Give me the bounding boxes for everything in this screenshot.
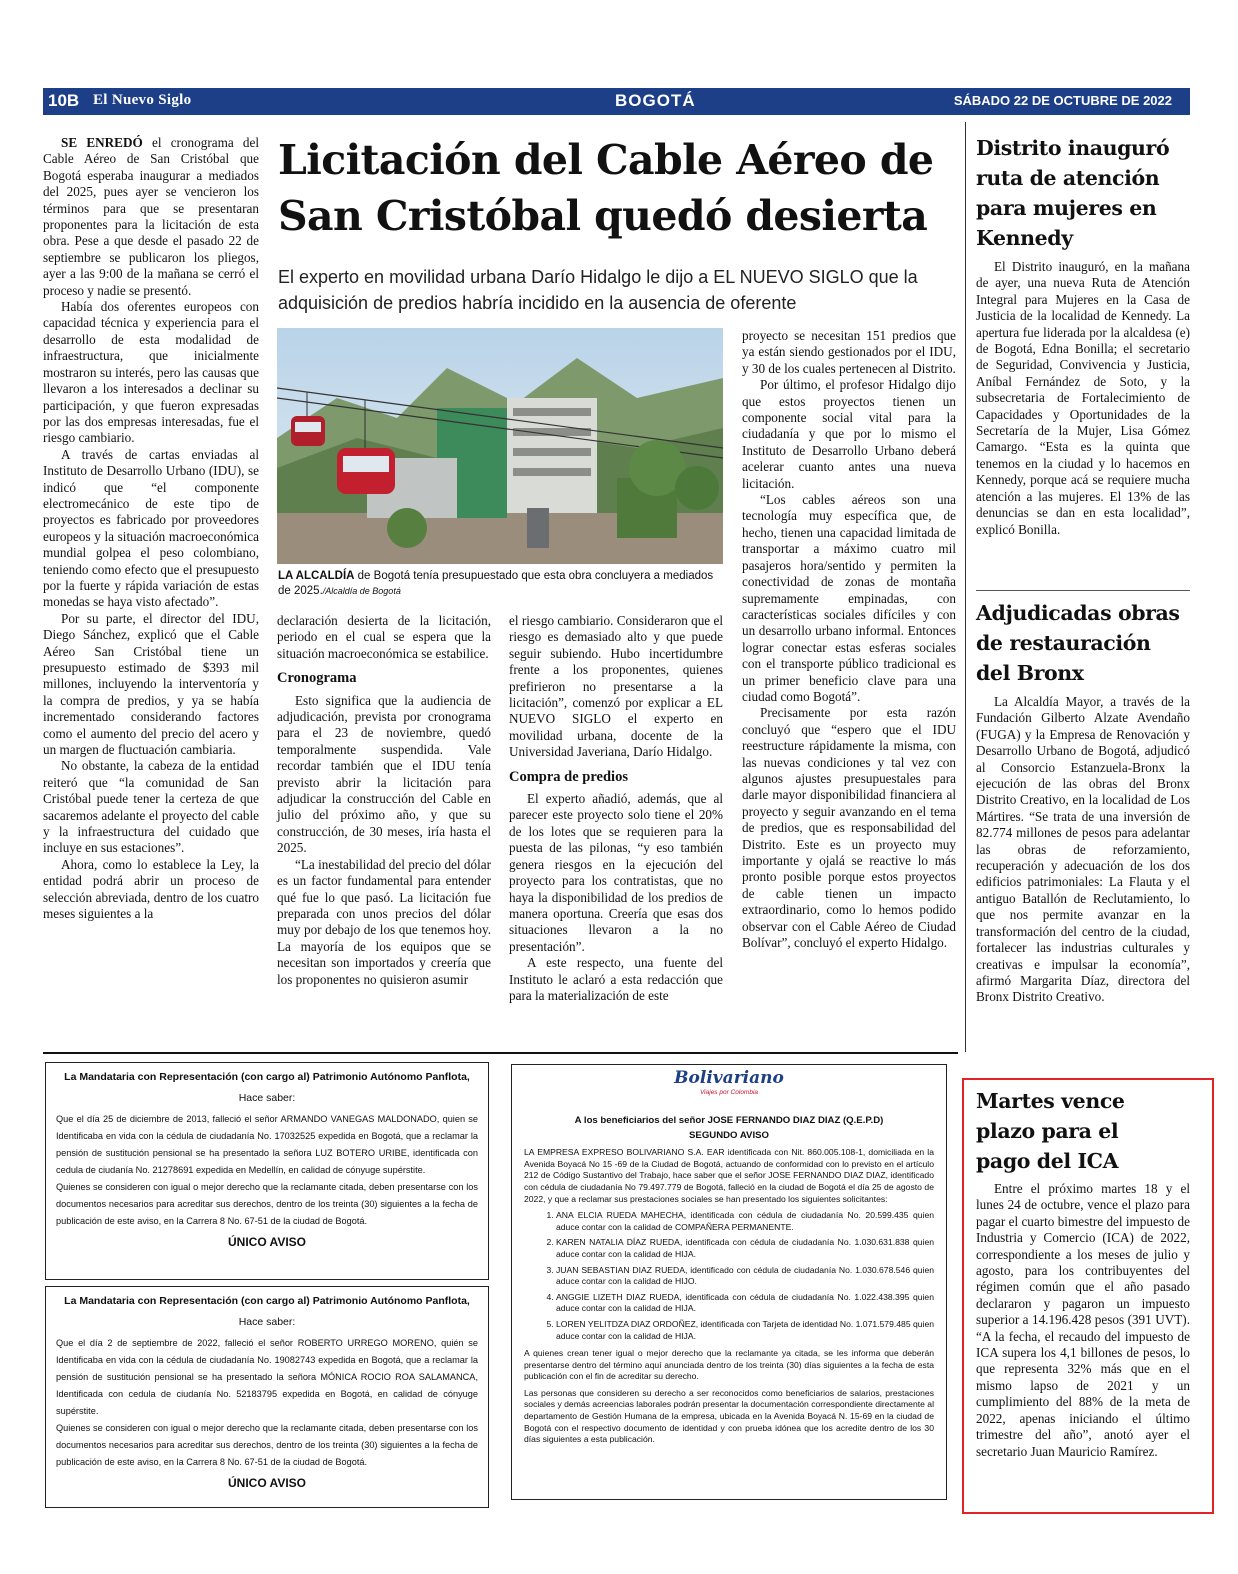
notice-subtitle: Hace saber: xyxy=(238,1092,296,1104)
sidebar-body-bronx: La Alcaldía Mayor, a través de la Fundación Gilberto Alzate Avendaño (FUGA) y la Empresa de Renovación y Desarrollo Urbano de Bogotá, adjudicó al Consorcio Estanzuela-Bronx la ejecución de las obras del Bronx Distrito Creativo, en la localidad de Los Mártires. “Se trata de una inversión de 82.774 millones de pesos para adelantar las obras de reforzamiento, recuperación y adecuación de los dos edificios patrimoniales: La Flauta y el antiguo Batallón de Reclutamiento, lo que nos permite avanzar en la transformación del centro de la ciudad, fortalecer las industrias culturales y creativas e impulsar la economía”, afirmó Margarita Díaz, directora del Bronx Distrito Creativo. xyxy=(976,694,1190,1005)
legal-notice-1 xyxy=(45,1062,489,1280)
notice-paragraph: A quienes crean tener igual o mejor derecho que la reclamante ya citada, se les informa que deberán presentarse dentro del término aquí anunciada dentro de los treinta (30) días siguientes a la fecha de esta publicación con el fin de acreditar su derecho. xyxy=(524,1348,934,1382)
article-paragraph: Ahora, como lo establece la Ley, la entidad podrá abrir un proceso de selección abreviada, dentro de los cuatro meses siguientes a la xyxy=(43,856,259,922)
article-paragraph: proyecto se necesitan 151 predios que ya están siendo gestionados por el IDU, y 30 de los cuales pertenecen al Distrito. xyxy=(742,328,956,376)
claimant-list xyxy=(556,1210,934,1342)
page-header-bar xyxy=(43,88,1190,115)
article-paragraph: A través de cartas enviadas al Instituto de Desarrollo Urbano (IDU), se indicó que “el componente electromecánico de este tipo de proyectos es fabricado por proveedores europeos y la situación macroeconómica mundial golpea el peso colombiano, teniendo como efecto que el presupuesto por la fuerte y rápida variación de estas monedas se haya visto afectado”. xyxy=(43,446,259,610)
article-paragraph: A este respecto, una fuente del Instituto le aclaró a esta redacción que para la materialización de este xyxy=(509,955,723,1003)
article-paragraph: “Los cables aéreos son una tecnología muy específica que, de hecho, tienen una capacidad limitada de transportar a máximo cuatro mil pasajeros hora/sentido y permiten la conectividad de zonas de montaña supremamente empinadas, con características sociales difíciles y con un desarrollo urbano informal. Entonces lograr conectar estas esferas sociales con el transporte público tradicional es un primer beneficio clave para una ciudad como Bogotá”. xyxy=(742,492,956,704)
newspaper-name: El Nuevo Siglo xyxy=(93,92,192,108)
notice-title: A los beneficiarios del señor JOSE FERNANDO DIAZ DIAZ (Q.E.P.D) xyxy=(574,1115,884,1126)
notice-paragraph: Que el día 25 de diciembre de 2013, falleció el señor ARMANDO VANEGAS MALDONADO, quien se Identificaba en vida con la cédula de ciudadanía No. 17032525 expedida en Bogotá, que a reclamar la pensión de sustitución pensional se ha presentado la señora LUZ BOTERO URIBE, identificada con cedula de ciudanía No. 21278691 expedida en Medellín, en calidad de cónyuge supérstite. xyxy=(56,1114,478,1175)
sidebar-title-ica: Martes vence plazo para el pago del ICA xyxy=(976,1089,1125,1173)
list-item: 2. KAREN NATALIA DÍAZ RUEDA, identificada con cédula de ciudadanía No. 1.030.631.838 quien aduce contar con la calidad de HIJA. xyxy=(556,1237,934,1260)
sidebar-body-ica: Entre el próximo martes 18 y el lunes 24 de octubre, vence el plazo para pagar el cuarto bimestre del impuesto de Industria y Comercio (ICA) de 2022, correspondiente a los meses de julio y agosto, para los contribuyentes del régimen común que el año pasado declararon y pagaron un impuesto superior a 14.196.428 pesos (391 UVT). “A la fecha, el recaudo del impuesto de ICA supera los 4,1 billones de pesos, lo que representa 32% más que en el mismo lapso de 2021 y un cumplimiento del 88% de la meta de 2022, apenas iniciando el último trimestre del año”, anotó ayer el secretario Juan Mauricio Ramírez. xyxy=(976,1181,1190,1459)
notice-paragraph: LA EMPRESA EXPRESO BOLIVARIANO S.A. EAR identificada con Nit. 860.005.108-1, domiciliada en la Avenida Boyacá No 15 -69 de la Ciudad de Bogotá, actuando de conformidad con lo previsto en el artículo 212 de Código Sustantivo del Trabajo, hace saber que el señor JOSE FERNANDO DIAZ DIAZ, identificado con cédula de ciudadanía No 79.497.779 de Bogotá, falleció en la ciudad de Bogotá el día 25 de agosto de 2022, y que a reclamar sus prestaciones sociales se han presentado los siguientes solicitantes: xyxy=(524,1147,934,1204)
sidebar-title-kennedy: Distrito inauguró ruta de atención para mujeres en Kennedy xyxy=(976,136,1170,250)
issue-date: SÁBADO 22 DE OCTUBRE DE 2022 xyxy=(953,93,1172,108)
sidebar-body-kennedy: El Distrito inauguró, en la mañana de ayer, una nueva Ruta de Atención Integral para Mujeres en la Casa de Justicia de la localidad de Kennedy. La apertura fue liderada por la alcaldesa (e) de Bogotá, Edna Bonilla; el secretario de Seguridad, Convivencia y Justicia, Aníbal Fernández de Soto, y la subsecretaria de Fortalecimiento de Capacidades y Oportunidades de la Secretaría de la Mujer, Lisa Gómez Camargo. “Esta es la quinta que tenemos en la ciudad y lo hacemos en Kennedy, porque acá se requiere mucha atención a las mujeres. El 13% de las denuncias se dan en esta localidad”, explicó Bonilla. xyxy=(976,259,1190,537)
article-paragraph: SE ENREDÓ el cronograma del Cable Aéreo de San Cristóbal que Bogotá esperaba inaugurar a mediados del 2025, pues ayer se vencieron los términos para que se presentaran proponentes para la licitación de esta obra. Pese a que desde el pasado 22 de septiembre se publicaron los pliegos, ayer a las 9:00 de la mañana se cerró el proceso y nadie se presentó. xyxy=(43,135,260,298)
notice-title: La Mandataria con Representación (con cargo al) Patrimonio Autónomo Panflota, xyxy=(64,1295,470,1307)
sidebar-divider xyxy=(965,122,966,1052)
article-paragraph: declaración desierta de la licitación, periodo en el cual se espera que la situación macroeconómica se estabilice. xyxy=(277,613,491,661)
caption-lead: LA ALCALDÍA xyxy=(278,570,355,582)
notice-subtitle: Hace saber: xyxy=(238,1316,296,1328)
notice-paragraph: Quienes se consideren con igual o mejor derecho que la reclamante citada, deben presentarse con los documentos necesarios para acreditar sus derechos, dentro de los treinta (30) siguientes a la fecha de publicación de este aviso, en la Carrera 8 No. 67-51 de la ciudad de Bogotá. xyxy=(56,1182,478,1226)
notice-footer: ÚNICO AVISO xyxy=(227,1235,306,1249)
article-column-3 xyxy=(509,613,723,1004)
section-name: BOGOTÁ xyxy=(615,91,696,110)
list-item: 5. LOREN YELITDZA DIAZ ORDOÑEZ, identificada con Tarjeta de identidad No. 1.071.579.485 quien aduce contar con la calidad de HIJA. xyxy=(556,1319,934,1342)
sidebar-title-bronx: Adjudicadas obras de restauración del Bronx xyxy=(976,601,1180,685)
article-paragraph: “La inestabilidad del precio del dólar es un factor fundamental para entender qué fue lo que pasó. La licitación fue preparada con unos precios del dólar muy por debajo de los que tenemos hoy. La mayoría de los equipos que se necesitan son importados y creería que los proponentes no quisieron asumir xyxy=(277,856,491,987)
notice-paragraph: Que el día 2 de septiembre de 2022, falleció el señor ROBERTO URREGO MORENO, quién se Identificaba en vida con la cédula de ciudadanía No. 19082743 expedida en Bogotá, que a reclamar la pensión de sustitución pensional se ha presentado la señora MÓNICA ROCIO ROA SALAMANCA, Identificada con cedula de ciudanía No. 52183795 expedida en Bogotá, en calidad de cónyuge supérstite. xyxy=(56,1338,478,1416)
subheading-compra-de-predios: Compra de predios xyxy=(509,768,628,785)
sidebar-separator xyxy=(976,590,1190,591)
article-paragraph: Por último, el profesor Hidalgo dijo que estos proyectos tienen un componente social vital para la ciudadanía y que por lo mismo el Instituto de Desarrollo Urbano deberá acelerar cuanto antes una nueva licitación. xyxy=(742,377,956,491)
subheading-cronograma: Cronograma xyxy=(277,670,357,687)
article-paragraph: No obstante, la cabeza de la entidad reiteró que “la comunidad de San Cristóbal puede tener la certeza de que sacaremos adelante el proyecto del cable y la infraestructura del cuidado que incluye en sus estaciones”. xyxy=(43,758,259,856)
article-paragraph: Precisamente por esta razón concluyó que “espero que el IDU reestructure rápidamente la misma, con las nuevas condiciones y tal vez con algunos ajustes presupuestales para darle mayor disponibilidad financiera al proyecto y seguir avanzando en el tema de predios, que es responsabilidad del Distrito. Este es un proyecto muy importante y ojalá se reactive lo más pronto posible porque estos proyectos de cable tienen un impacto extraordinario, como lo hemos podido observar con el Cable Aéreo de Ciudad Bolívar”, concluyó el experto Hidalgo. xyxy=(742,705,956,951)
article-column-1 xyxy=(43,135,259,923)
list-item: 1. ANA ELCIA RUEDA MAHECHA, identificada con cédula de ciudadanía No. 20.599.435 quien aduce contar con la calidad de COMPAÑERA PERMANENTE. xyxy=(556,1210,934,1233)
page-number: 10B xyxy=(48,91,80,110)
bolivariano-logo xyxy=(524,1068,934,1111)
logo-text: Bolivariano xyxy=(674,1068,784,1088)
notice-subtitle: SEGUNDO AVISO xyxy=(689,1129,769,1141)
lead-word: SE ENREDÓ xyxy=(61,135,143,150)
list-item: 4. ANGGIE LIZETH DIAZ RUEDA, identificada con cédula de ciudadanía No. 1.022.438.395 quien aduce contar con la calidad de HIJA. xyxy=(556,1292,934,1315)
article-paragraph: El experto añadió, además, que al parecer este proyecto solo tiene el 20% de los lotes que se requieren para la puesta de las pilonas, “y eso también genera riesgos en la ejecución del proyecto para los contratistas, que no haya la disponibilidad de los predios de manera oportuna. Creería que esas dos situaciones llevaron a la no presentación”. xyxy=(509,791,723,954)
article-column-2 xyxy=(277,613,491,988)
notice-footer: ÚNICO AVISO xyxy=(227,1476,306,1490)
article-paragraph: el riesgo cambiario. Consideraron que el riesgo es demasiado alto y que puede seguir subiendo. Hubo incertidumbre frente a los proponentes, quienes prefirieron no presentarse a la licitación”, comenzó por explicar a EL NUEVO SIGLO el experto en movilidad urbana, docente de la Universidad Javeriana, Darío Hidalgo. xyxy=(509,613,723,760)
list-item: 3. JUAN SEBASTIAN DIAZ RUEDA, identificado con cédula de ciudadanía No. 1.030.678.546 quien aduce contar con la calidad de HIJO. xyxy=(556,1265,934,1288)
notice-paragraph: Las personas que consideren su derecho a ser reconocidos como beneficiarios de salarios, prestaciones sociales y demás acreencias laborales podrán presentar la documentación correspondiente directamente al departamento de Gestión Humana de la empresa, ubicada en la Avenida Boyacá N. 15-69 en la ciudad de Bogotá con el respectivo documento de identidad y con prueba idónea que los acredite dentro de los 30 días siguientes a esta publicación. xyxy=(524,1387,934,1445)
caption-text: de Bogotá tenía presupuestado que esta obra concluyera a mediados de 2025. xyxy=(278,570,714,597)
notice-paragraph: Quienes se consideren con igual o mejor derecho que la reclamante citada, deben presentarse con los documentos necesarios para acreditar sus derechos, dentro de los treinta (30) siguientes a la fecha de publicación de este aviso, en la Carrera 8 No. 67-51 de la ciudad de Bogotá. xyxy=(56,1423,478,1467)
photo-caption xyxy=(278,569,723,599)
article-paragraph: Esto significa que la audiencia de adjudicación, prevista por cronograma para el 23 de noviembre, quedó temporalmente suspendida. Vale recordar también que el IDU tenía previsto abrir la licitación para adjudicar la construcción del Cable en julio del próximo año, y que su construcción, de 30 meses, iría hasta el 2025. xyxy=(277,692,491,856)
notices-separator xyxy=(43,1052,958,1054)
logo-tagline: Viajes por Colombia xyxy=(699,1088,759,1096)
article-paragraph: Había dos oferentes europeos con capacidad técnica y experiencia para el desarrollo de esta modalidad de infraestructura, que inicialmente mostraron su interés, pero las causas que llevaron a los interesados a declinar su participación, y que fueron expresadas por las dos empresas interesadas, fue el riesgo cambiario. xyxy=(43,299,259,446)
bolivariano-notice xyxy=(511,1064,947,1500)
notice-title: La Mandataria con Representación (con cargo al) Patrimonio Autónomo Panflota, xyxy=(64,1071,470,1083)
photo-credit: /Alcaldía de Bogotá xyxy=(322,586,401,596)
cable-car-illustration xyxy=(277,328,723,564)
article-column-4 xyxy=(742,328,956,951)
article-paragraph: Por su parte, el director del IDU, Diego Sánchez, explicó que el Cable Aéreo San Cristóbal tiene un presupuesto estimado de $393 mil millones, incluyendo la interventoría y la compra de predios, y ya se había incrementado considerando factores como el aumento del precio del acero y un margen de fluctuación cambiaria. xyxy=(43,610,259,758)
cable-car-photo xyxy=(277,328,723,564)
article-headline: Licitación del Cable Aéreo de San Cristóbal quedó desierta xyxy=(278,136,934,240)
article-subhead: El experto en movilidad urbana Darío Hidalgo le dijo a EL NUEVO SIGLO que la adquisición de predios habría incidido en la ausencia de oferente xyxy=(278,267,918,313)
legal-notice-2 xyxy=(45,1286,489,1508)
